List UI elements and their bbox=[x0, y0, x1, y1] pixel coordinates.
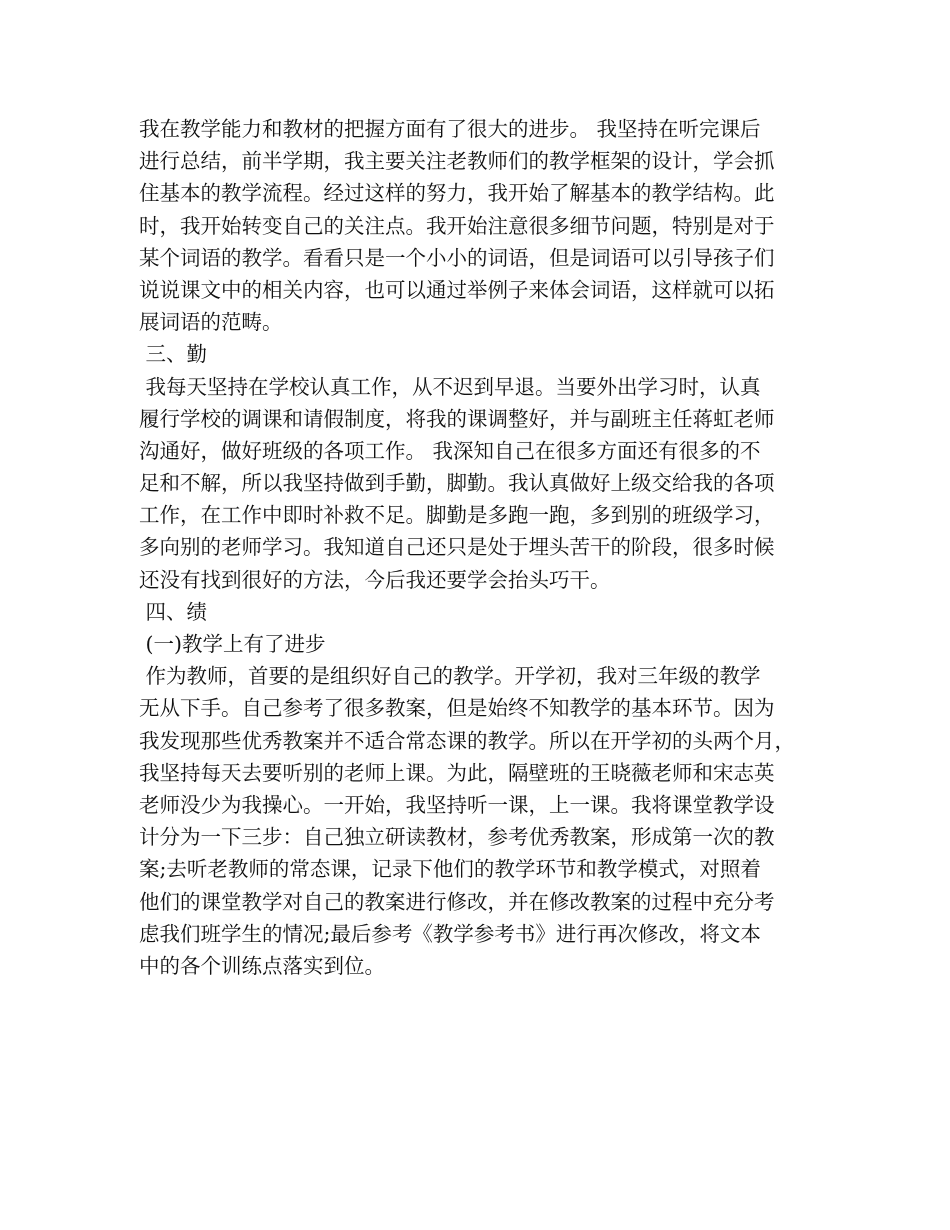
text-line: 他们的课堂教学对自己的教案进行修改，并在修改教案的过程中充分考 bbox=[139, 889, 775, 914]
text-line: 我在教学能力和教材的把握方面有了很大的进步。 我坚持在听完课后 bbox=[139, 117, 761, 141]
text-line: 虑我们班学生的情况;最后参考《教学参考书》进行再次修改，将文本 bbox=[139, 921, 761, 946]
text-line: 住基本的教学流程。经过这样的努力，我开始了解基本的教学结构。此 bbox=[139, 181, 775, 206]
text-line: 四、绩 bbox=[139, 599, 208, 624]
text-line: 说说课文中的相关内容，也可以通过举例子来体会词语，这样就可以拓 bbox=[139, 277, 775, 302]
text-line: 我每天坚持在学校认真工作，从不迟到早退。当要外出学习时，认真 bbox=[139, 374, 761, 399]
text-line: 时，我开始转变自己的关注点。我开始注意很多细节问题，特别是对于 bbox=[139, 213, 775, 238]
text-line: (一)教学上有了进步 bbox=[139, 632, 326, 656]
text-line: 还没有找到很好的方法，今后我还要学会抬头巧干。 bbox=[139, 567, 611, 592]
text-line: 老师没少为我操心。一开始，我坚持听一课，上一课。我将课堂教学设 bbox=[139, 792, 775, 817]
text-line: 进行总结，前半学期，我主要关注老教师们的教学框架的设计，学会抓 bbox=[139, 149, 775, 174]
text-line: 计分为一下三步：自己独立研读教材，参考优秀教案，形成第一次的教 bbox=[139, 825, 775, 850]
text-line: 无从下手。自己参考了很多教案，但是始终不知教学的基本环节。因为 bbox=[139, 696, 775, 721]
text-line: 沟通好，做好班级的各项工作。 我深知自己在很多方面还有很多的不 bbox=[139, 438, 761, 463]
text-line: 我坚持每天去要听别的老师上课。为此，隔壁班的王晓薇老师和宋志英 bbox=[139, 760, 775, 785]
text-line: 工作，在工作中即时补救不足。脚勤是多跑一跑，多到别的班级学习， bbox=[139, 503, 775, 528]
document-body bbox=[139, 113, 829, 982]
text-line: 中的各个训练点落实到位。 bbox=[139, 953, 385, 978]
text-line: 案;去听老教师的常态课，记录下他们的教学环节和教学模式，对照着 bbox=[139, 857, 761, 882]
text-line: 三、勤 bbox=[139, 342, 208, 367]
text-line: 多向别的老师学习。我知道自己还只是处于埋头苦干的阶段，很多时候 bbox=[139, 535, 775, 560]
text-line: 我发现那些优秀教案并不适合常态课的教学。所以在开学初的头两个月， bbox=[139, 728, 795, 753]
text-line: 某个词语的教学。看看只是一个小小的词语，但是词语可以引导孩子们 bbox=[139, 245, 775, 270]
text-line: 展词语的范畴。 bbox=[139, 310, 283, 335]
text-line: 履行学校的调课和请假制度，将我的课调整好，并与副班主任蒋虹老师 bbox=[139, 406, 775, 431]
text-line: 足和不解，所以我坚持做到手勤，脚勤。我认真做好上级交给我的各项 bbox=[139, 471, 775, 496]
text-line: 作为教师，首要的是组织好自己的教学。开学初，我对三年级的教学 bbox=[139, 664, 761, 689]
